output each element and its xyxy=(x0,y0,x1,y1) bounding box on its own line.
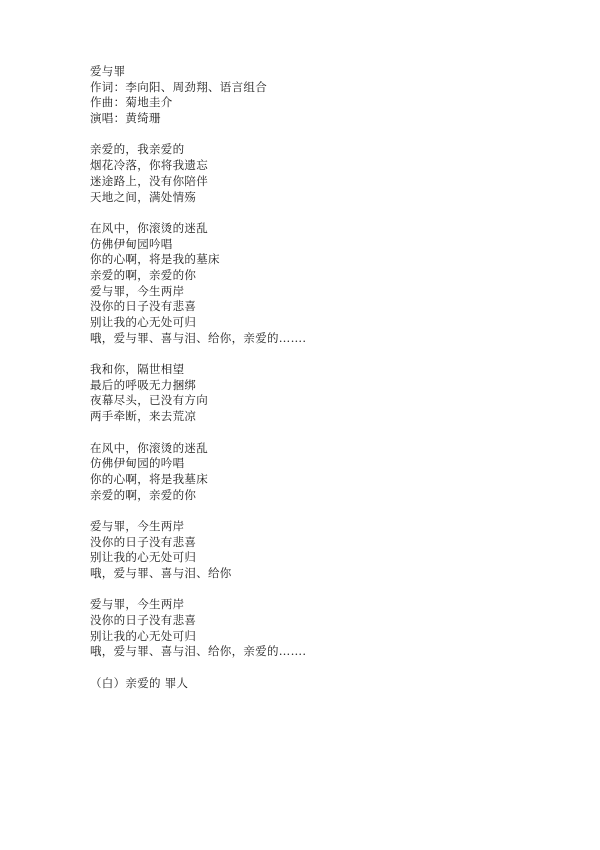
lyric-line: 别让我的心无处可归 xyxy=(90,550,197,565)
lyric-line: 在风中，你滚烫的迷乱 xyxy=(90,440,208,455)
lyric-line: 迷途路上，没有你陪伴 xyxy=(90,173,208,188)
lyric-line: 烟花冷落，你将我遗忘 xyxy=(90,158,208,173)
lyric-line: 爱与罪，今生两岸 xyxy=(90,518,185,533)
performer-credit: 演唱：黄绮珊 xyxy=(90,111,161,126)
stanza-gap xyxy=(90,425,550,441)
stanza-6 xyxy=(90,597,550,660)
stanza-2 xyxy=(90,221,550,347)
lyric-line: 仿佛伊甸园吟唱 xyxy=(90,236,173,251)
lyric-line: 在风中，你滚烫的迷乱 xyxy=(90,220,208,235)
lyric-line: 爱与罪，今生两岸 xyxy=(90,597,185,612)
stanza-5 xyxy=(90,519,550,582)
lyric-line: 仿佛伊甸园的吟唱 xyxy=(90,456,185,471)
lyric-line: 别让我的心无处可归 xyxy=(90,315,197,329)
lyric-line: 你的心啊，将是我的墓床 xyxy=(90,252,220,267)
lyric-line: 亲爱的啊，亲爱的你 xyxy=(90,267,197,282)
lyric-line: 没你的日子没有悲喜 xyxy=(90,613,197,628)
lyric-line: 没你的日子没有悲喜 xyxy=(90,534,197,549)
lyric-line: 两手牵断，来去荒凉 xyxy=(90,409,197,424)
stanza-gap xyxy=(90,503,550,519)
lyric-line: 天地之间，满处情殇 xyxy=(90,189,197,204)
lyric-line: 亲爱的啊，亲爱的你 xyxy=(90,487,197,502)
composer-credit: 作曲：菊地圭介 xyxy=(90,95,173,110)
stanza-gap xyxy=(90,346,550,362)
lyric-line: 哦，爱与罪、喜与泪、给你，亲爱的……. xyxy=(90,644,307,659)
spoken-closing: （白）亲爱的 罪人 xyxy=(90,675,189,690)
lyric-line: 爱与罪，今生两岸 xyxy=(90,283,185,298)
lyricist-credit: 作词：李向阳、周劲翔、语言组合 xyxy=(90,79,267,94)
lyric-line: 夜幕尽头，已没有方向 xyxy=(90,393,208,408)
stanza-gap xyxy=(90,582,550,598)
stanza-1 xyxy=(90,142,550,205)
lyric-line: 你的心啊，将是我墓床 xyxy=(90,471,208,486)
lyric-line: 别让我的心无处可归 xyxy=(90,628,197,643)
lyric-line: 我和你，隔世相望 xyxy=(90,362,185,377)
stanza-3 xyxy=(90,362,550,425)
stanza-gap xyxy=(90,660,550,676)
stanza-4 xyxy=(90,441,550,504)
lyric-line: 亲爱的，我亲爱的 xyxy=(90,142,185,157)
song-header xyxy=(90,64,550,127)
song-title: 爱与罪 xyxy=(90,64,126,78)
lyric-line: 没你的日子没有悲喜 xyxy=(90,299,197,314)
stanza-gap xyxy=(90,205,550,221)
lyric-line: 哦，爱与罪、喜与泪、给你 xyxy=(90,566,232,580)
lyrics-body xyxy=(90,64,550,692)
lyric-line: 最后的呼吸无力捆绑 xyxy=(90,377,197,392)
stanza-gap xyxy=(90,127,550,143)
lyric-line: 哦，爱与罪、喜与泪、给你，亲爱的……. xyxy=(90,330,307,345)
